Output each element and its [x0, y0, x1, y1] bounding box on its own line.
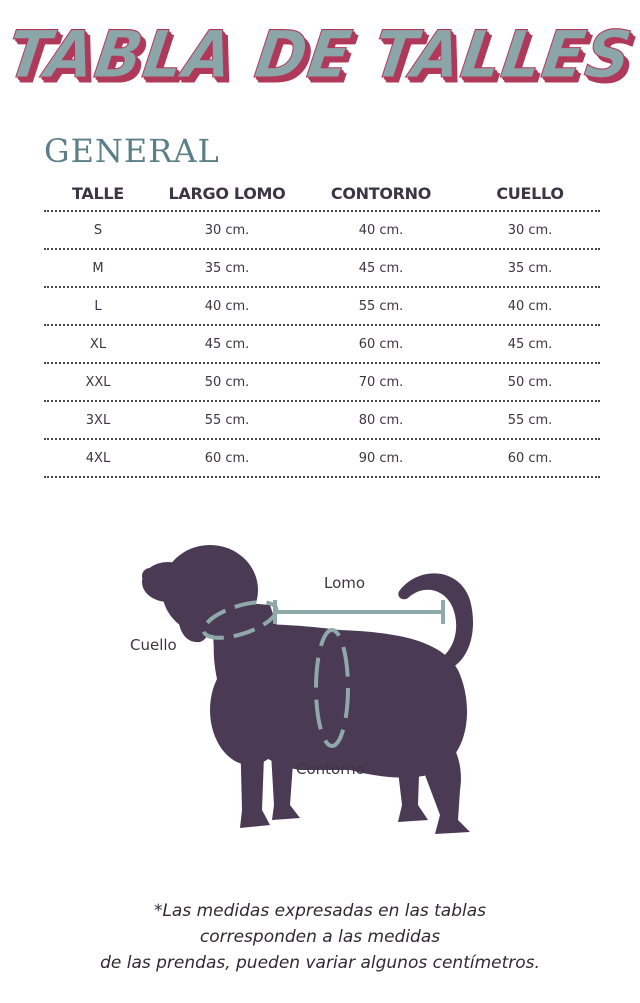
lomo-measure-line	[275, 600, 443, 624]
label-contorno: Contorno	[296, 760, 365, 778]
size-table	[44, 176, 600, 478]
table-row	[44, 288, 600, 326]
cell-talle: XXL	[85, 374, 111, 390]
footnote-line-1: *Las medidas expresadas en las tablas	[153, 901, 487, 921]
cell-contorno: 45 cm.	[358, 260, 404, 276]
cell-largo-lomo: 60 cm.	[204, 450, 250, 466]
cell-talle: L	[94, 298, 102, 314]
cell-cuello: 45 cm.	[507, 336, 553, 352]
dog-illustration	[0, 520, 640, 860]
cell-cuello: 30 cm.	[507, 222, 553, 238]
dog-silhouette	[142, 545, 473, 834]
cell-contorno: 60 cm.	[358, 336, 404, 352]
cell-largo-lomo: 30 cm.	[204, 222, 250, 238]
header-contorno: CONTORNO	[330, 183, 432, 203]
title-banner	[0, 18, 640, 108]
cell-cuello: 50 cm.	[507, 374, 553, 390]
table-row	[44, 364, 600, 402]
cell-cuello: 40 cm.	[507, 298, 553, 314]
table-row	[44, 250, 600, 288]
header-cuello: CUELLO	[496, 183, 564, 203]
footnote	[0, 898, 640, 976]
cell-largo-lomo: 40 cm.	[204, 298, 250, 314]
table-row	[44, 440, 600, 478]
cell-talle: XL	[89, 336, 107, 352]
cell-talle: M	[92, 260, 104, 276]
cell-contorno: 70 cm.	[358, 374, 404, 390]
cell-largo-lomo: 55 cm.	[204, 412, 250, 428]
footnote-line-2: corresponden a las medidas	[199, 927, 441, 947]
header-largo-lomo: LARGO LOMO	[168, 183, 286, 203]
label-cuello: Cuello	[130, 636, 177, 654]
page-title: TABLA DE TALLES	[2, 16, 638, 93]
cell-cuello: 35 cm.	[507, 260, 553, 276]
table-header	[44, 176, 600, 212]
cell-contorno: 90 cm.	[358, 450, 404, 466]
cell-cuello: 55 cm.	[507, 412, 553, 428]
cell-largo-lomo: 35 cm.	[204, 260, 250, 276]
footnote-line-3: de las prendas, pueden variar algunos centímetros.	[100, 953, 540, 973]
cell-largo-lomo: 45 cm.	[204, 336, 250, 352]
cell-contorno: 40 cm.	[358, 222, 404, 238]
label-lomo: Lomo	[324, 574, 366, 592]
dog-measurement-diagram	[0, 520, 640, 860]
cell-contorno: 80 cm.	[358, 412, 404, 428]
cell-talle: 4XL	[85, 450, 111, 466]
header-talle: TALLE	[72, 183, 124, 203]
cell-talle: 3XL	[85, 412, 111, 428]
cell-contorno: 55 cm.	[358, 298, 404, 314]
cell-talle: S	[93, 222, 103, 238]
section-heading: GENERAL	[44, 132, 220, 170]
cell-largo-lomo: 50 cm.	[204, 374, 250, 390]
table-row	[44, 326, 600, 364]
table-row	[44, 212, 600, 250]
table-row	[44, 402, 600, 440]
cell-cuello: 60 cm.	[507, 450, 553, 466]
